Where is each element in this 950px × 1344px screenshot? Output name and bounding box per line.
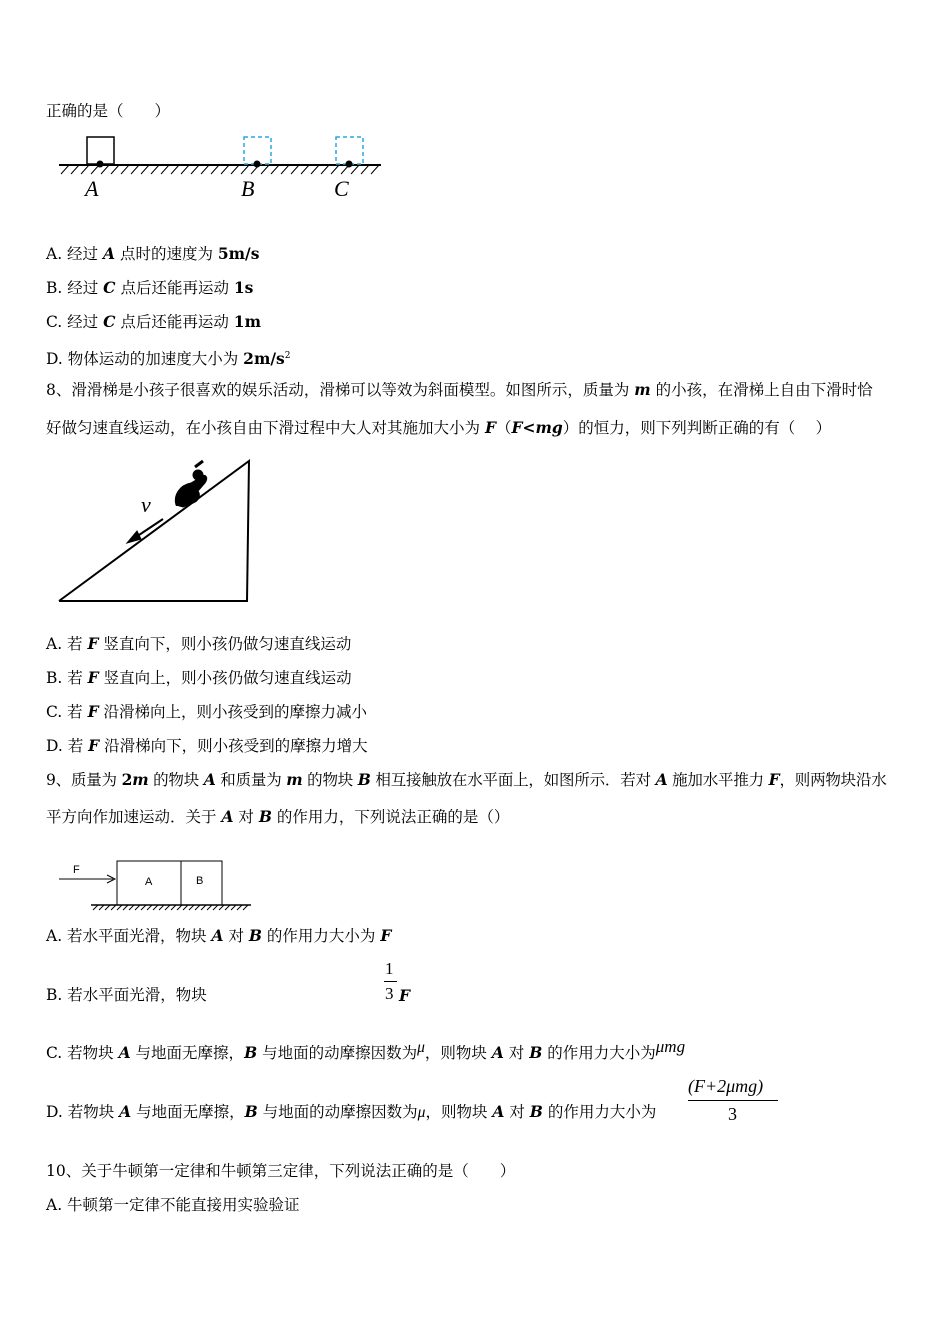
block-b-label: B xyxy=(196,875,204,887)
q9-optb-fraction-den: 3 xyxy=(385,984,394,1003)
q7-stem-tail: 正确的是（ ） xyxy=(46,102,171,120)
q10-stem: 10、关于牛顿第一定律和牛顿第三定律，下列说法正确的是（ ） xyxy=(46,1162,516,1180)
child-icon xyxy=(175,461,206,507)
q9-blocks-figure xyxy=(55,855,255,915)
q8-stem-line1: 8、滑滑梯是小孩子很喜欢的娱乐活动，滑梯可以等效为斜面模型。如图所示，质量为 m 的小孩，在滑梯上自由下滑时恰 xyxy=(46,380,873,399)
q9-optd-fraction-bar xyxy=(688,1100,778,1101)
q7-option-b: B. 经过 C 点后还能再运动 1s xyxy=(46,278,254,297)
label-c: C xyxy=(334,176,349,201)
q9-optd-fraction-num: (F+2μmg) xyxy=(688,1076,764,1096)
q8-stem-line2: 好做匀速直线运动，在小孩自由下滑过程中大人对其施加大小为 F（F<mg）的恒力，则下列判断正确的有（ ） xyxy=(46,418,832,437)
q9-option-a: A. 若水平面光滑，物块 A 对 B 的作用力大小为 F xyxy=(46,926,392,945)
block-a-label: A xyxy=(145,876,153,888)
block-a xyxy=(87,137,114,164)
force-label: F xyxy=(73,864,80,876)
q8-option-d: D. 若 F 沿滑梯向下，则小孩受到的摩擦力增大 xyxy=(46,736,368,755)
block-b-dashed xyxy=(244,137,271,164)
q9-stem-line1: 9、质量为 2m 的物块 A 和质量为 m 的物块 B 相互接触放在水平面上，如图所示．若对 A 施加水平推力 F，则两物块沿水 xyxy=(46,770,887,789)
q7-option-a: A. 经过 A 点时的速度为 5m/s xyxy=(46,244,260,263)
q9-optb-F: F xyxy=(399,986,411,1005)
q10-option-a: A. 牛顿第一定律不能直接用实验验证 xyxy=(46,1196,300,1214)
q9-optd-fraction-den: 3 xyxy=(728,1104,737,1124)
q8-option-c: C. 若 F 沿滑梯向上，则小孩受到的摩擦力减小 xyxy=(46,702,368,721)
velocity-arrow xyxy=(127,519,163,543)
q8-slide-figure xyxy=(55,455,260,607)
q9-option-b: B. 若水平面光滑，物块 xyxy=(46,986,207,1004)
q7-option-c: C. 经过 C 点后还能再运动 1m xyxy=(46,312,261,331)
q7-figure xyxy=(55,134,390,204)
q8-option-b: B. 若 F 竖直向上，则小孩仍做匀速直线运动 xyxy=(46,668,352,687)
q9-optb-fraction-bar xyxy=(384,981,397,982)
velocity-label: v xyxy=(141,492,151,517)
q9-optb-fraction-num: 1 xyxy=(385,959,394,978)
q8-option-a: A. 若 F 竖直向下，则小孩仍做匀速直线运动 xyxy=(46,634,352,653)
q9-stem-line2: 平方向作加速运动．关于 A 对 B 的作用力，下列说法正确的是（） xyxy=(46,807,510,826)
q9-option-d: D. 若物块 A 与地面无摩擦，B 与地面的动摩擦因数为μ，则物块 A 对 B 的作用力大小为 xyxy=(46,1102,657,1121)
label-b: B xyxy=(241,176,255,201)
q7-option-d: D. 物体运动的加速度大小为 $2m/s^2$ xyxy=(46,349,291,369)
block-c-dashed xyxy=(336,137,363,164)
label-a: A xyxy=(85,176,99,201)
q9-option-c: C. 若物块 A 与地面无摩擦，B 与地面的动摩擦因数为μ，则物块 A 对 B 的作用力大小为μmg xyxy=(46,1037,686,1062)
